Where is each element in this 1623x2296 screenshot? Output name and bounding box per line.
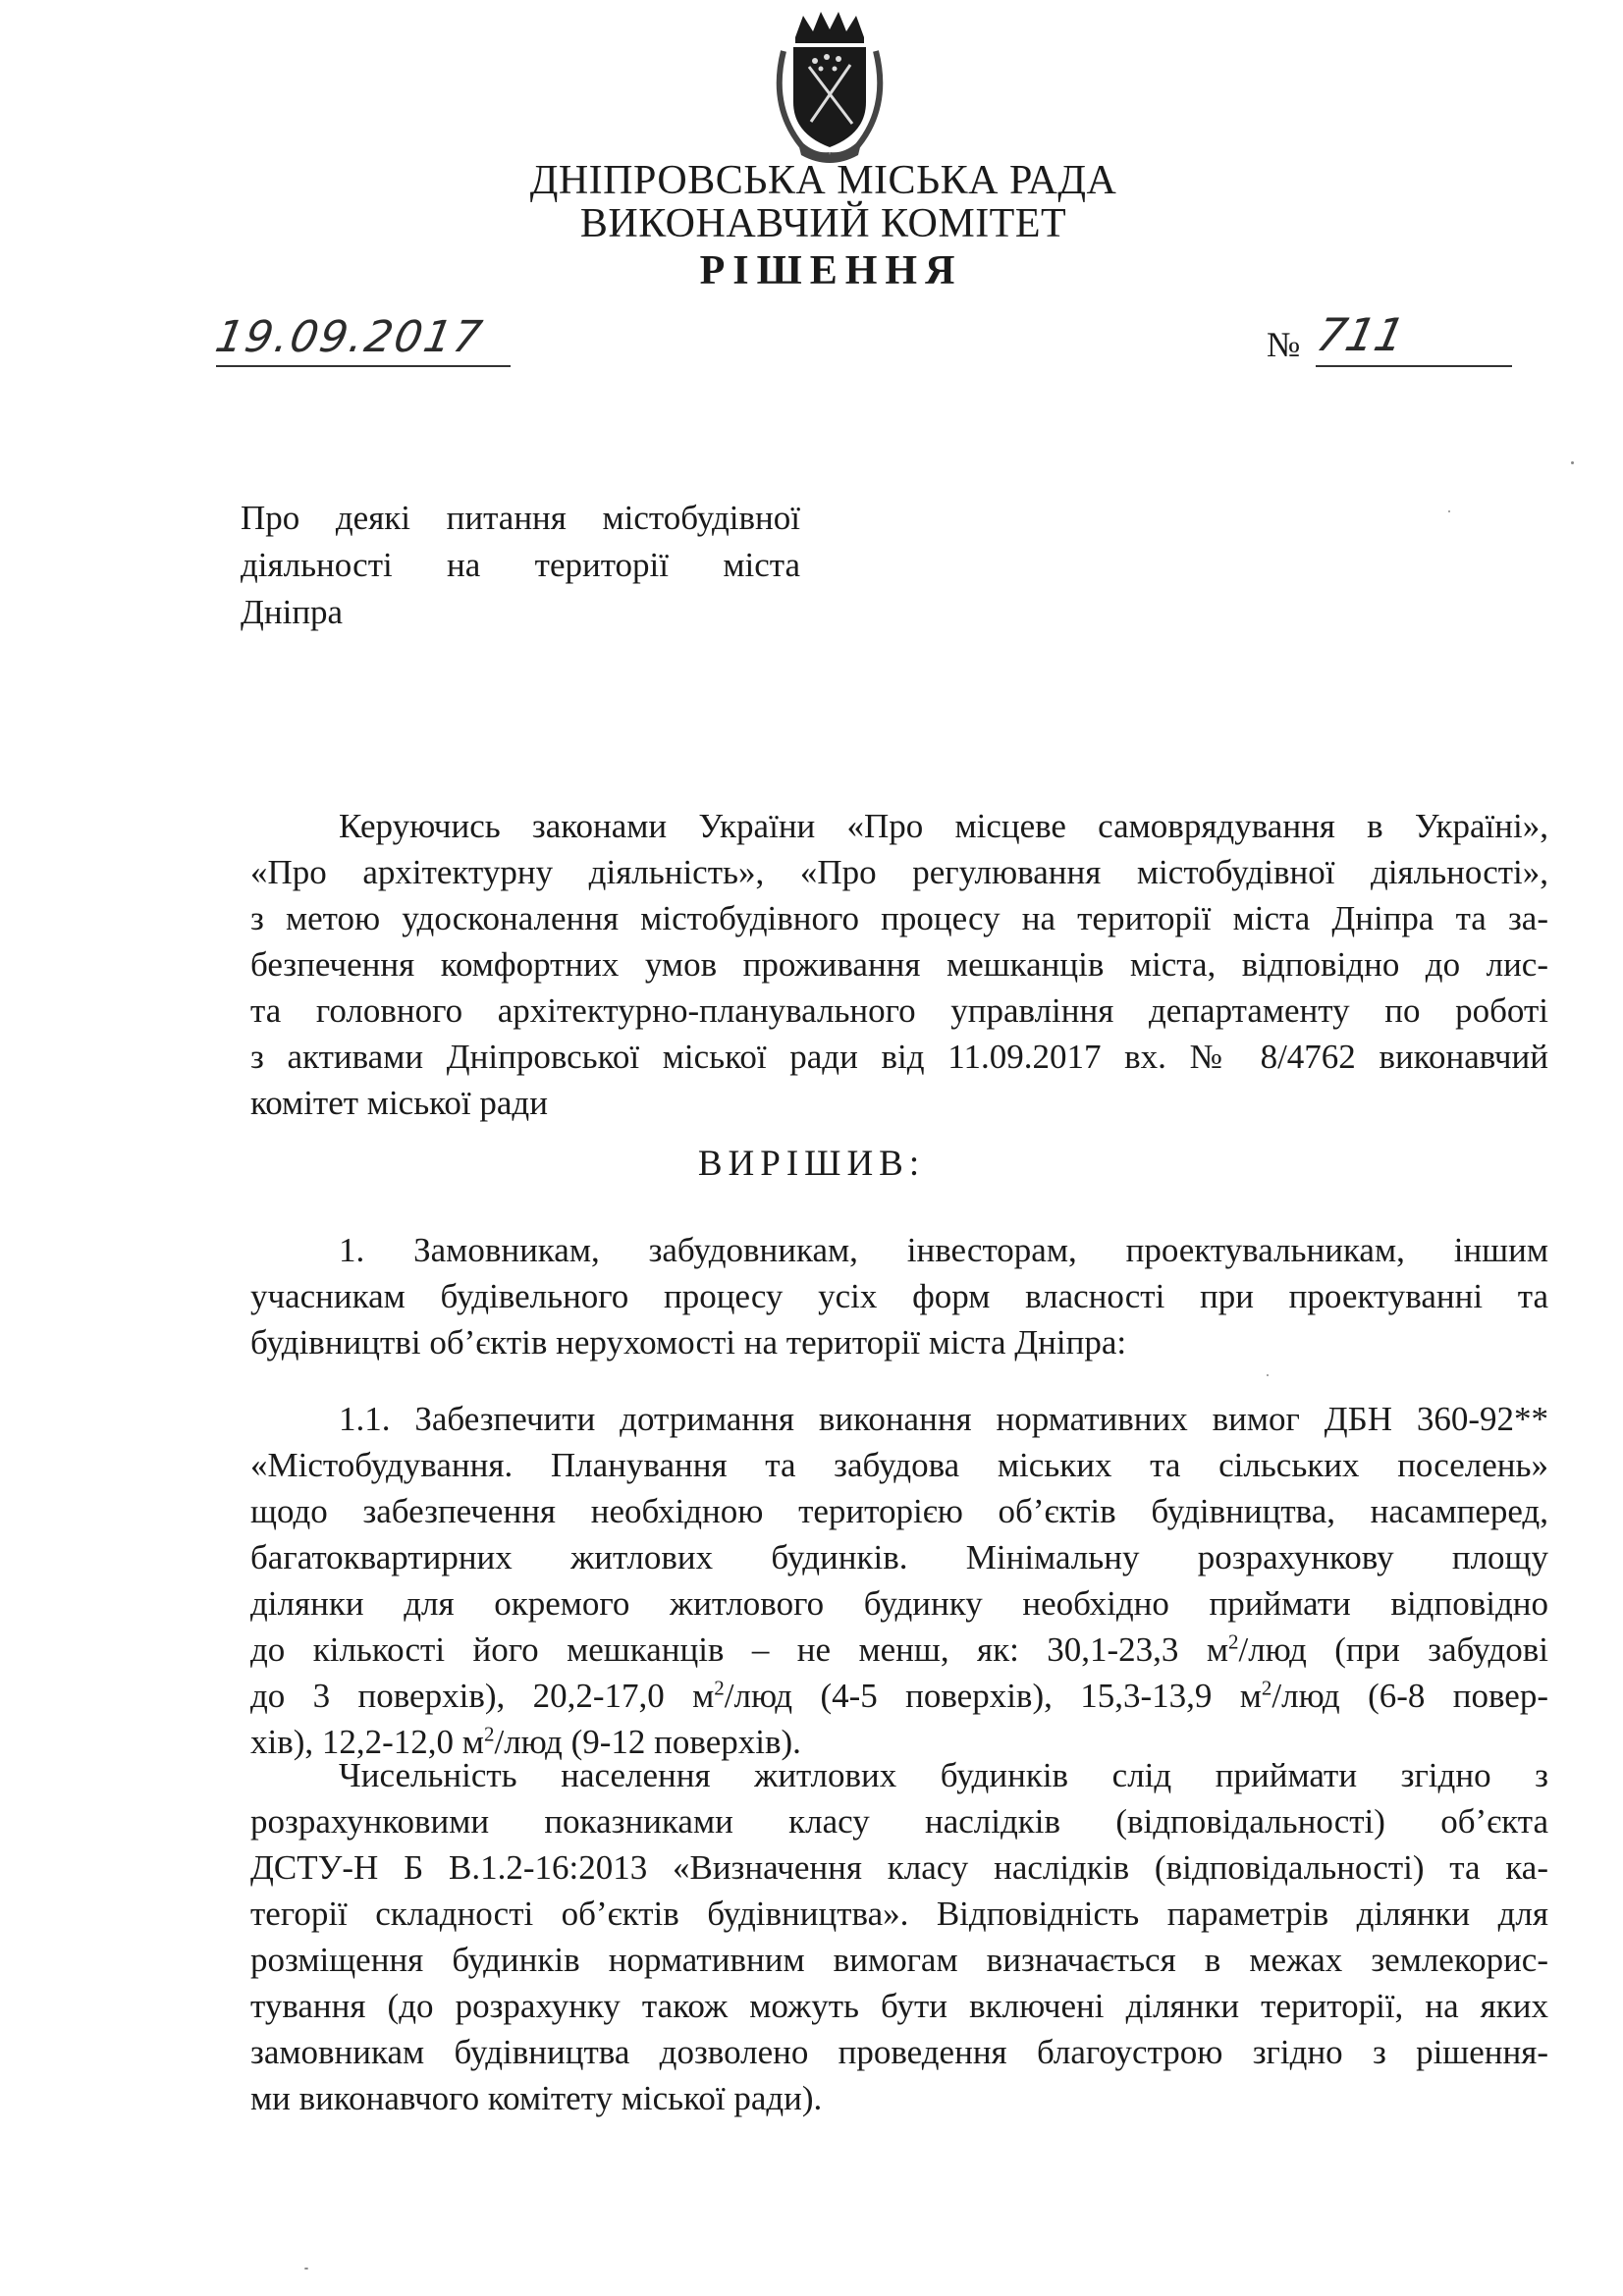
text-line: комітет міської ради (250, 1084, 548, 1122)
city-coat-of-arms (756, 8, 903, 165)
date-handwritten: 19.09.2017 (211, 312, 488, 362)
text-line: з метою удосконалення містобудівного процесу на території міста Дніпра та за- (250, 899, 1548, 937)
text-line: 1. Замовникам, забудовникам, інвесторам, проектувальникам, іншим (339, 1231, 1548, 1269)
committee-name: ВИКОНАВЧИЙ КОМІТЕТ (579, 201, 1067, 246)
text-line: Чисельність населення житлових будинків слід приймати згідно з (339, 1756, 1548, 1794)
text-line: будівництві об’єктів нерухомості на території міста Дніпра: (250, 1323, 1127, 1362)
text-line: та головного архітектурно-планувального управління департаменту по роботі (250, 991, 1548, 1030)
council-name: ДНІПРОВСЬКА МІСЬКА РАДА (529, 158, 1117, 203)
number-label: № (1267, 325, 1301, 364)
population-paragraph (250, 1752, 1548, 2121)
superscript: 2 (483, 1722, 495, 1746)
document-type: РІШЕННЯ (699, 248, 963, 294)
text-line: розміщення будинків нормативним вимогам визначається в межах землекорис- (250, 1941, 1548, 1979)
text-line: багатоквартирних житлових будинків. Мінімальну розрахункову площу (250, 1538, 1548, 1576)
text-fragment: /люд (6-8 повер- (1271, 1677, 1548, 1715)
text-line: Керуючись законами України «Про місцеве самоврядування в Україні», (339, 807, 1548, 845)
text-fragment: /люд (4-5 поверхів), 15,3-13,9 м (724, 1677, 1262, 1715)
text-fragment: /люд (9-12 поверхів). (494, 1723, 801, 1761)
text-line: з активами Дніпровської міської ради від 11.09.2017 вх. № 8/4762 виконавчий (250, 1038, 1548, 1076)
text-line: «Про архітектурну діяльність», «Про регулювання містобудівної діяльності», (250, 853, 1548, 891)
subject-line: Про деякі питання містобудівної (241, 499, 800, 537)
text-line: замовникам будівництва дозволено проведення благоустрою згідно з рішення- (250, 2033, 1548, 2071)
scan-speck (1267, 1374, 1269, 1376)
scan-speck (1571, 461, 1574, 464)
decision-number (1267, 308, 1522, 373)
superscript: 2 (1227, 1629, 1239, 1654)
number-underline (1316, 365, 1512, 367)
point-1-1-paragraph (250, 1396, 1548, 1765)
text-line: тегорії складності об’єктів будівництва». Відповідність параметрів ділянки для (250, 1895, 1548, 1933)
text-line: розрахунковими показниками класу наслідків (відповідальності) об’єкта (250, 1802, 1548, 1841)
text-line: щодо забезпечення необхідною територією об’єктів будівництва, насамперед, (250, 1492, 1548, 1530)
text-line: ми виконавчого комітету міської ради). (250, 2079, 823, 2117)
text-line: 1.1. Забезпечити дотримання виконання нормативних вимог ДБН 360-92** (339, 1400, 1548, 1438)
date-underline (216, 365, 511, 367)
text-line: ділянки для окремого житлового будинку необхідно приймати відповідно (250, 1584, 1548, 1623)
text-line (250, 1673, 1548, 1719)
text-line: ДСТУ-Н Б В.1.2-16:2013 «Визначення класу наслідків (відповідальності) та ка- (250, 1848, 1548, 1887)
text-fragment: хів), 12,2-12,0 м (250, 1723, 484, 1761)
coat-of-arms-icon (756, 8, 903, 165)
text-fragment: до 3 поверхів), 20,2-17,0 м (250, 1677, 715, 1715)
text-line (250, 1627, 1548, 1673)
scan-speck (1448, 510, 1450, 512)
number-handwritten: 711 (1312, 308, 1410, 361)
superscript: 2 (1261, 1676, 1272, 1700)
decision-date (211, 312, 540, 373)
subject-line: Дніпра (241, 593, 344, 631)
decision-subject (241, 495, 800, 636)
text-line: безпечення комфортних умов проживання мешканців міста, відповідно до лис- (250, 945, 1548, 984)
superscript: 2 (714, 1676, 725, 1700)
text-line: «Містобудування. Планування та забудова міських та сільських поселень» (250, 1446, 1548, 1484)
resolved-heading: ВИРІШИВ: (697, 1144, 926, 1184)
text-fragment: /люд (при забудові (1238, 1630, 1548, 1669)
text-fragment: до кількості його мешканців – не менш, як: 30,1-23,3 м (250, 1630, 1228, 1669)
text-line: учасникам будівельного процесу усіх форм власності при проектуванні та (250, 1277, 1548, 1315)
point-1-paragraph (250, 1227, 1548, 1365)
text-line: тування (до розрахунку також можуть бути включені ділянки території, на яких (250, 1987, 1548, 2025)
subject-line: діяльності на території міста (241, 546, 800, 584)
preamble-paragraph (250, 803, 1548, 1126)
scan-speck (304, 2268, 308, 2269)
